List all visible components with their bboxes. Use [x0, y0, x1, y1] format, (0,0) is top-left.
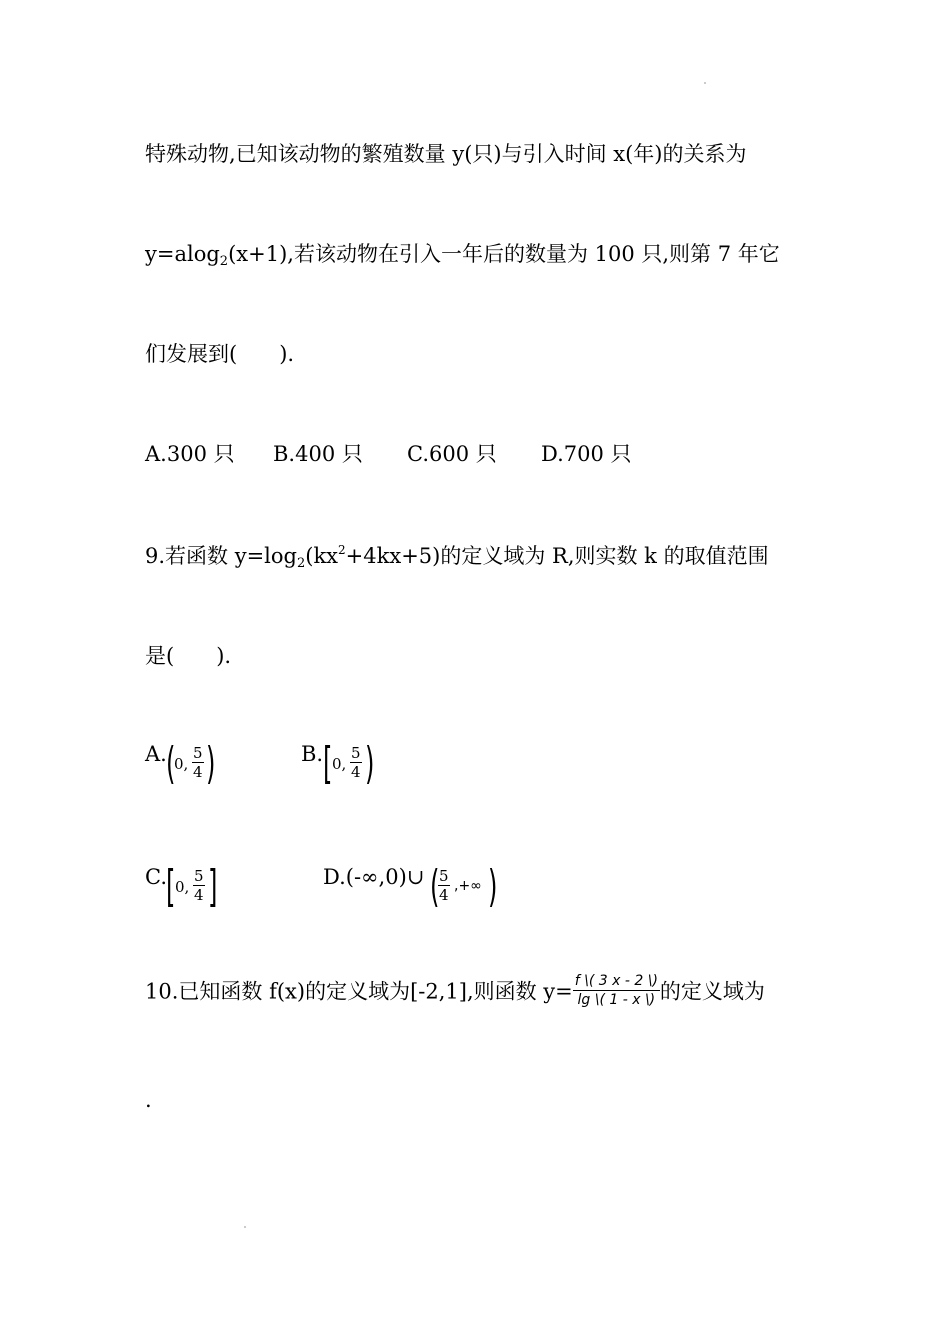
q9-option-a — [145, 742, 167, 766]
zero-comma: 0, — [175, 878, 190, 896]
q8-line-2-b: (x+1),若该动物在引入一年后的数量为 100 只,则第 7 年它 — [228, 242, 780, 266]
zero-comma: 0, — [332, 755, 347, 773]
close-paren: ) — [488, 861, 498, 912]
q10-text-b: 的定义域为 — [659, 979, 765, 1004]
open-bracket: [ — [166, 861, 176, 912]
q9-line-2-text: 是( ). — [145, 644, 232, 668]
q9-option-d-label: D.(-∞,0)∪ — [323, 865, 425, 889]
q9-option-b — [301, 742, 323, 766]
frac-num: 5 — [193, 744, 203, 762]
q10-fraction — [573, 972, 660, 1009]
fraction-five-fourths — [350, 744, 362, 781]
frac-den: 4 — [194, 886, 204, 904]
q9-line-1-a: 9.若函数 y=log — [145, 544, 297, 568]
fraction-five-fourths — [192, 744, 204, 781]
frac-num: 5 — [351, 744, 361, 762]
q8-line-2 — [145, 238, 780, 269]
scan-speck-bottom — [244, 1226, 246, 1228]
q8-option-c: C.600 只 — [407, 442, 497, 466]
q10-text-a: 10.已知函数 f(x)的定义域为[-2,1],则函数 y= — [145, 979, 573, 1004]
frac-den: 4 — [351, 763, 361, 781]
q9-line-1-c: +4kx+5)的定义域为 R,则实数 k 的取值范围 — [345, 544, 769, 568]
q9-option-b-interval — [323, 738, 375, 790]
q9-option-d — [323, 865, 424, 889]
q10-blank-end — [145, 1088, 152, 1112]
frac-num: 5 — [439, 867, 449, 885]
frac-den: 4 — [193, 763, 203, 781]
q10-blank-dot: . — [145, 1088, 152, 1112]
q9-option-c — [145, 865, 167, 889]
fraction-five-fourths — [193, 867, 205, 904]
q10-frac-den: lg \( 1 - x \) — [577, 992, 656, 1008]
fraction-five-fourths — [438, 867, 450, 904]
frac-wrap — [192, 744, 204, 781]
q9-line-2 — [145, 640, 231, 670]
q9-option-d-interval — [430, 861, 500, 913]
close-bracket: ] — [208, 861, 218, 912]
close-paren: ) — [206, 738, 216, 789]
frac-wrap — [193, 867, 205, 904]
q10-frac-num: f \( 3 x - 2 \) — [574, 973, 658, 989]
q9-log-base: 2 — [296, 556, 306, 571]
frac-wrap — [350, 744, 362, 781]
q9-line-1 — [145, 540, 769, 571]
zero-comma: 0, — [174, 755, 189, 773]
frac-wrap — [438, 867, 450, 904]
q8-line-3-text: 们发展到( ). — [145, 342, 295, 366]
scan-speck-top — [704, 82, 706, 84]
open-paren: ( — [166, 738, 176, 789]
plus-infinity: ,+∞ — [454, 878, 482, 894]
q9-line-1-b: (kx — [305, 544, 339, 568]
open-bracket: [ — [323, 738, 333, 789]
open-paren: ( — [430, 861, 440, 912]
q8-option-d: D.700 只 — [541, 442, 632, 466]
frac-num: 5 — [194, 867, 204, 885]
q9-option-a-interval — [166, 738, 218, 790]
q8-line-3 — [145, 338, 294, 368]
q8-log-base: 2 — [219, 254, 229, 269]
q9-option-b-label: B. — [301, 742, 324, 766]
q9-option-c-interval — [166, 861, 218, 913]
q10-line-1 — [145, 972, 765, 1020]
q8-option-a: A.300 只 — [145, 442, 235, 466]
close-paren: ) — [365, 738, 375, 789]
q9-exponent: 2 — [338, 543, 346, 557]
q8-line-1 — [145, 138, 747, 168]
q9-option-c-label: C. — [145, 865, 167, 889]
q8-line-1-text: 特殊动物,已知该动物的繁殖数量 y(只)与引入时间 x(年)的关系为 — [145, 142, 747, 166]
frac-den: 4 — [439, 886, 449, 904]
q8-line-2-a: y=alog — [145, 242, 220, 266]
q9-option-a-label: A. — [145, 742, 167, 766]
q8-option-b: B.400 只 — [273, 442, 363, 466]
